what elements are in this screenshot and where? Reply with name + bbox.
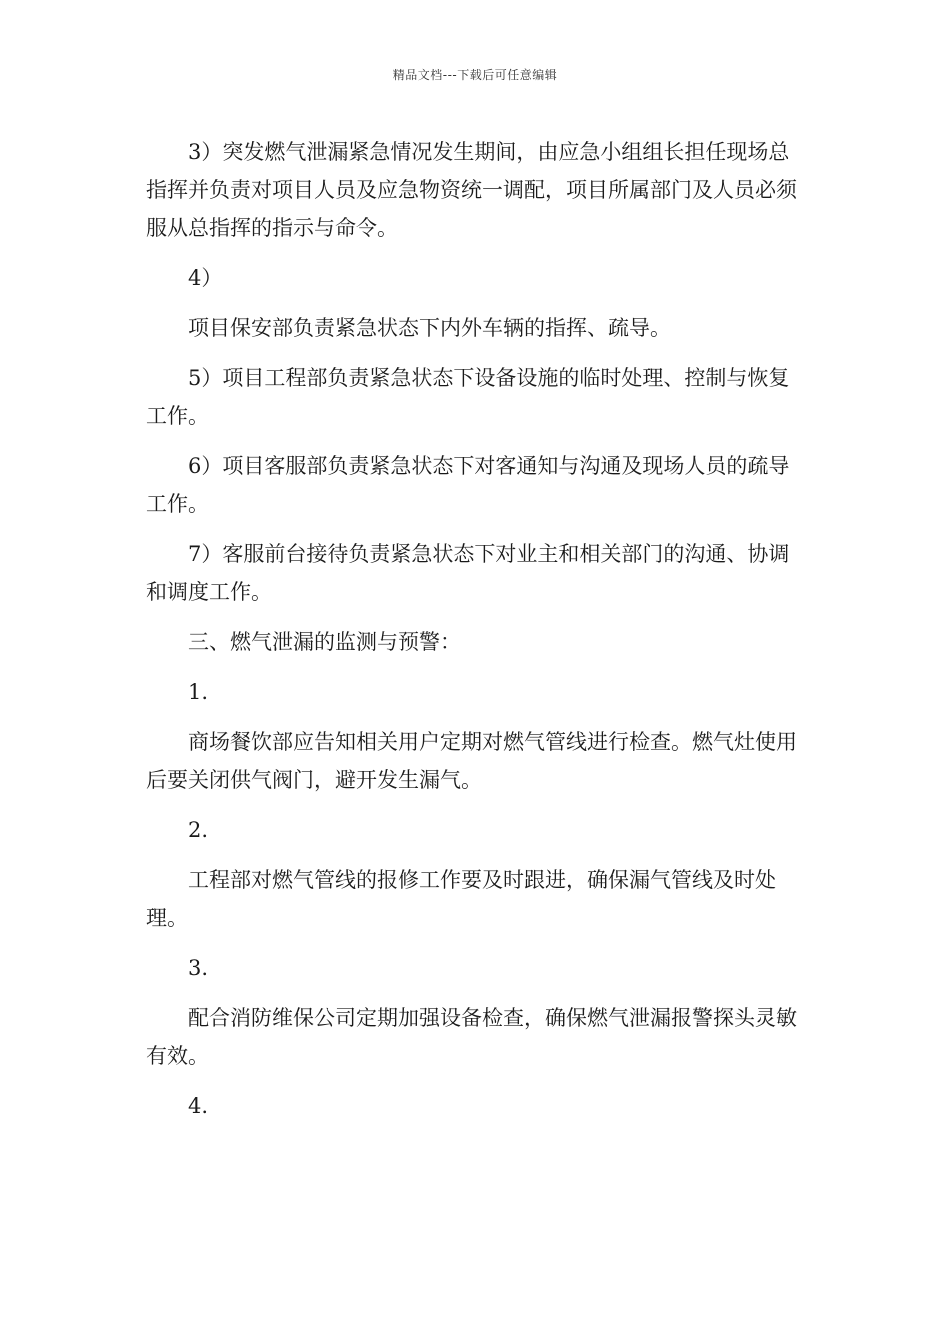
paragraph-fire-maintenance: 配合消防维保公司定期加强设备检查，确保燃气泄漏报警探头灵敏有效。	[146, 1006, 797, 1068]
paragraph-number-4b: 4.	[188, 1094, 209, 1118]
paragraph-number-4: 4）	[188, 266, 223, 290]
paragraph-number-1: 1.	[188, 680, 209, 704]
paragraph-number-3: 3.	[188, 956, 209, 980]
paragraph-number-2: 2.	[188, 818, 209, 842]
paragraph-item-6-customer-service: 6）项目客服部负责紧急状态下对客通知与沟通及现场人员的疏导工作。	[146, 454, 790, 516]
paragraph-engineering-repair: 工程部对燃气管线的报修工作要及时跟进，确保漏气管线及时处理。	[146, 868, 776, 930]
paragraph-item-3-commander: 3）突发燃气泄漏紧急情况发生期间，由应急小组组长担任现场总指挥并负责对项目人员及应急物资统一调配，项目所属部门及人员必须服从总指挥的指示与命令。	[146, 140, 797, 240]
paragraph-catering-check: 商场餐饮部应告知相关用户定期对燃气管线进行检查。燃气灶使用后要关闭供气阀门，避开发生漏气。	[146, 730, 797, 792]
page-header: 精品文档---下载后可任意编辑	[392, 68, 558, 82]
document-body	[146, 133, 806, 1137]
section-heading-monitoring: 三、燃气泄漏的监测与预警：	[188, 630, 461, 654]
paragraph-security-dept: 项目保安部负责紧急状态下内外车辆的指挥、疏导。	[188, 316, 671, 340]
paragraph-item-5-engineering: 5）项目工程部负责紧急状态下设备设施的临时处理、控制与恢复工作。	[146, 366, 790, 428]
paragraph-item-7-front-desk: 7）客服前台接待负责紧急状态下对业主和相关部门的沟通、协调和调度工作。	[146, 542, 790, 604]
